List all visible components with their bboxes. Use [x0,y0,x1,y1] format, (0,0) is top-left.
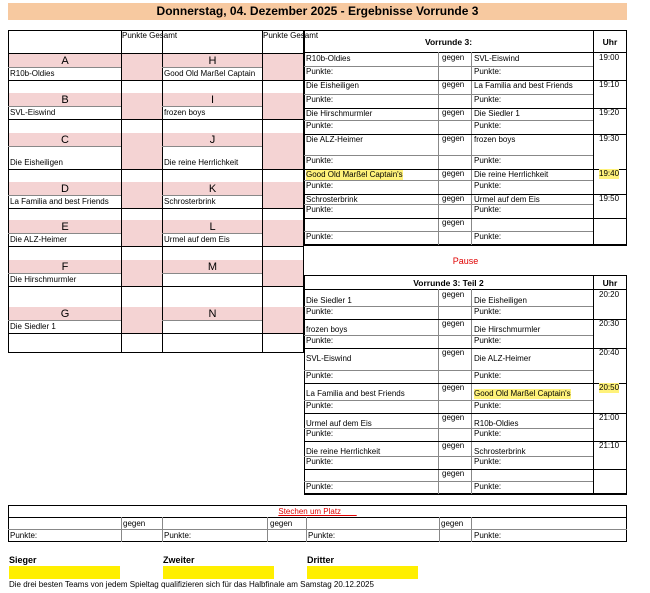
match-away: frozen boys [474,135,516,144]
match-time: 19:20 [599,108,620,117]
group-sub-line [8,273,121,274]
group-points-cell[interactable] [122,260,162,286]
match-away: Schrosterbrink [474,447,526,456]
zweiter-box[interactable] [163,566,274,579]
match-row-line [304,441,627,442]
group-sub-line [162,67,262,68]
home-points[interactable]: Punkte: [306,95,334,104]
away-points[interactable]: Punkte: [474,429,502,438]
round2-header-line [304,289,627,290]
group-points-cell[interactable] [263,93,303,119]
uhr-header: Uhr [602,37,618,47]
group-team: Urmel auf dem Eis [164,235,230,244]
match-away: Die Hirschmurmler [474,325,541,334]
score-line [304,335,593,336]
score-line [304,456,593,457]
gegen-label: gegen [442,383,465,392]
score-line [304,180,593,181]
zweiter-label: Zweiter [163,555,195,565]
group-points-cell[interactable] [263,260,303,286]
home-points[interactable]: Punkte: [306,401,334,410]
group-team: Die Hirschmurmler [10,275,77,284]
away-points[interactable]: Punkte: [474,482,502,491]
home-points[interactable]: Punkte: [306,156,334,165]
match-row-line [304,245,627,246]
group-sub-line [8,67,121,68]
group-team: frozen boys [164,108,206,117]
group-points-cell[interactable] [263,182,303,208]
home-points[interactable]: Punkte: [306,67,334,76]
group-team: Die Eisheiligen [10,158,63,167]
home-points[interactable]: Punkte: [306,457,334,466]
group-letter: G [60,308,70,320]
match-time: 21:00 [599,413,620,422]
gegen-label: gegen [442,169,465,178]
stechen-points[interactable]: Punkte: [474,531,502,540]
group-sub-line [162,233,262,234]
score-line [304,120,593,121]
match-row-line [304,383,627,384]
match-away: SVL-Eiswind [474,54,520,63]
match-row-line [304,413,627,414]
group-letter: K [208,183,217,195]
group-team: Die Siedler 1 [10,322,56,331]
away-points[interactable]: Punkte: [474,181,502,190]
group-letter: F [61,261,69,273]
sieger-box[interactable] [9,566,120,579]
match-home: Die Hirschmurmler [306,109,373,118]
home-points[interactable]: Punkte: [306,307,334,316]
stechen-title: Stechen um Platz ___ [278,507,357,516]
footer-note: Die drei besten Teams von jedem Spieltag qualifizieren sich für das Halbfinale am Samstag 20.12.2025 [9,580,374,589]
home-points[interactable]: Punkte: [306,121,334,130]
match-home: Good Old Marßel Captain's [306,170,403,179]
gegen-label: gegen [270,519,293,528]
match-row-line [304,494,627,495]
score-line [304,94,593,95]
group-points-cell[interactable] [263,133,303,169]
group-points-cell[interactable] [122,54,162,80]
dritter-label: Dritter [307,555,335,565]
match-time: 19:40 [599,169,620,178]
match-home: La Familia and best Friends [306,389,405,398]
home-points[interactable]: Punkte: [306,336,334,345]
sieger-label: Sieger [9,555,37,565]
score-line [304,428,593,429]
stechen-header-line [8,517,627,518]
stechen-points[interactable]: Punkte: [164,531,192,540]
away-points[interactable]: Punkte: [474,232,502,241]
group-points-cell[interactable] [122,220,162,246]
gegen-label: gegen [442,290,465,299]
away-points[interactable]: Punkte: [474,121,502,130]
group-team: Good Old Marßel Captain [164,69,256,78]
away-points[interactable]: Punkte: [474,371,502,380]
group-points-cell[interactable] [263,54,303,80]
group-sub-line [8,233,121,234]
round1-header-line [304,52,627,53]
match-row-line [304,469,627,470]
match-home: Die Eisheiligen [306,81,359,90]
group-row-line [8,246,304,247]
pause-label: Pause [452,256,479,266]
group-team: Die ALZ-Heimer [10,235,67,244]
match-away: Urmel auf dem Eis [474,195,540,204]
gegen-label: gegen [441,519,464,528]
group-team: SVL-Eiswind [10,108,56,117]
group-row-line [8,208,304,209]
match-away: Die Siedler 1 [474,109,520,118]
group-letter: B [61,94,69,106]
match-row-line [304,218,627,219]
away-points[interactable]: Punkte: [474,95,502,104]
match-time: 20:20 [599,290,620,299]
gegen-label: gegen [442,108,465,117]
score-line [304,370,593,371]
home-points[interactable]: Punkte: [306,205,334,214]
gegen-label: gegen [442,319,465,328]
match-home: R10b-Oldies [306,54,351,63]
match-time: 19:10 [599,80,620,89]
match-home: SVL-Eiswind [306,354,352,363]
away-points[interactable]: Punkte: [474,205,502,214]
group-letter: N [208,308,217,320]
group-sub-line [162,195,262,196]
match-row-line [304,319,627,320]
group-row-line [8,333,304,334]
match-home: Schrosterbrink [306,195,358,204]
match-time: 19:00 [599,53,620,62]
score-line [304,66,593,67]
stechen-points[interactable]: Punkte: [10,531,38,540]
group-sub-line [162,320,262,321]
match-away: Die reine Herrlichkeit [474,170,549,179]
dritter-box[interactable] [307,566,418,579]
score-line [304,155,593,156]
score-line [304,231,593,232]
round2-title: Vorrunde 3: Teil 2 [413,278,484,288]
uhr-divider [593,30,594,245]
group-points-cell[interactable] [263,220,303,246]
gegen-label: gegen [442,348,465,357]
group-letter: J [209,134,216,146]
match-away: Die Eisheiligen [474,296,527,305]
gegen-label: gegen [442,441,465,450]
group-team: Schrosterbrink [164,197,216,206]
away-points[interactable]: Punkte: [474,156,502,165]
group-points-cell[interactable] [122,133,162,169]
gegen-label: gegen [442,53,465,62]
home-points[interactable]: Punkte: [306,181,334,190]
gegen-label: gegen [442,218,465,227]
points-header-left: Punkte Gesamt [122,31,178,40]
match-time: 20:50 [599,383,620,392]
score-line [304,306,593,307]
stechen-sub-line [8,529,627,530]
group-points-cell[interactable] [122,182,162,208]
home-points[interactable]: Punkte: [306,232,334,241]
away-points[interactable]: Punkte: [474,457,502,466]
gegen-label: gegen [442,134,465,143]
score-line [304,204,593,205]
points-header-right: Punkte Gesamt [263,31,319,40]
match-time: 19:50 [599,194,620,203]
match-away: R10b-Oldies [474,419,519,428]
group-row-line [8,169,304,170]
match-away: La Familia and best Friends [474,81,573,90]
group-letter: M [207,261,218,273]
match-away: Good Old Marßel Captain's [474,389,571,398]
group-sub-line [8,146,121,147]
page-title: Donnerstag, 04. Dezember 2025 - Ergebnisse Vorrunde 3 [8,3,627,20]
gegen-label: gegen [442,80,465,89]
round1-title: Vorrunde 3: [424,37,473,47]
group-letter: I [210,94,215,106]
score-line [304,481,593,482]
group-letter: A [61,55,69,67]
group-letter: L [209,221,216,233]
score-line [304,400,593,401]
match-home: Die reine Herrlichkeit [306,447,381,456]
group-team: R10b-Oldies [10,69,55,78]
match-time: 20:30 [599,319,620,328]
away-points[interactable]: Punkte: [474,307,502,316]
home-points[interactable]: Punkte: [306,482,334,491]
uhr-header: Uhr [602,278,618,288]
away-points[interactable]: Punkte: [474,67,502,76]
group-points-cell[interactable] [263,307,303,333]
group-team: La Familia and best Friends [10,197,109,206]
group-letter: H [208,55,217,67]
group-letter: C [61,134,69,146]
match-row-line [304,348,627,349]
match-time: 19:30 [599,134,620,143]
group-sub-line [8,106,121,107]
group-sub-line [162,273,262,274]
match-home: frozen boys [306,325,348,334]
gegen-label: gegen [442,469,465,478]
group-sub-line [162,106,262,107]
match-home: Urmel auf dem Eis [306,419,372,428]
match-time: 20:40 [599,348,620,357]
gegen-label: gegen [442,194,465,203]
away-points[interactable]: Punkte: [474,401,502,410]
gegen-label: gegen [442,413,465,422]
home-points[interactable]: Punkte: [306,429,334,438]
group-sub-line [162,146,262,147]
group-row-line [8,80,304,81]
group-row-line [8,119,304,120]
group-letter: D [61,183,69,195]
match-time: 21:10 [599,441,620,450]
stechen-points[interactable]: Punkte: [308,531,336,540]
match-away: Die ALZ-Heimer [474,354,531,363]
uhr-divider [593,275,594,494]
round2-frame [304,275,627,494]
home-points[interactable]: Punkte: [306,371,334,380]
group-sub-line [8,320,121,321]
group-team: Die reine Herrlichkeit [164,158,239,167]
match-home: Die ALZ-Heimer [306,135,363,144]
group-points-cell[interactable] [122,93,162,119]
group-row-line [8,286,304,287]
group-points-cell[interactable] [122,307,162,333]
group-letter: E [61,221,69,233]
group-sub-line [8,195,121,196]
away-points[interactable]: Punkte: [474,336,502,345]
match-home: Die Siedler 1 [306,296,352,305]
gegen-label: gegen [123,519,146,528]
